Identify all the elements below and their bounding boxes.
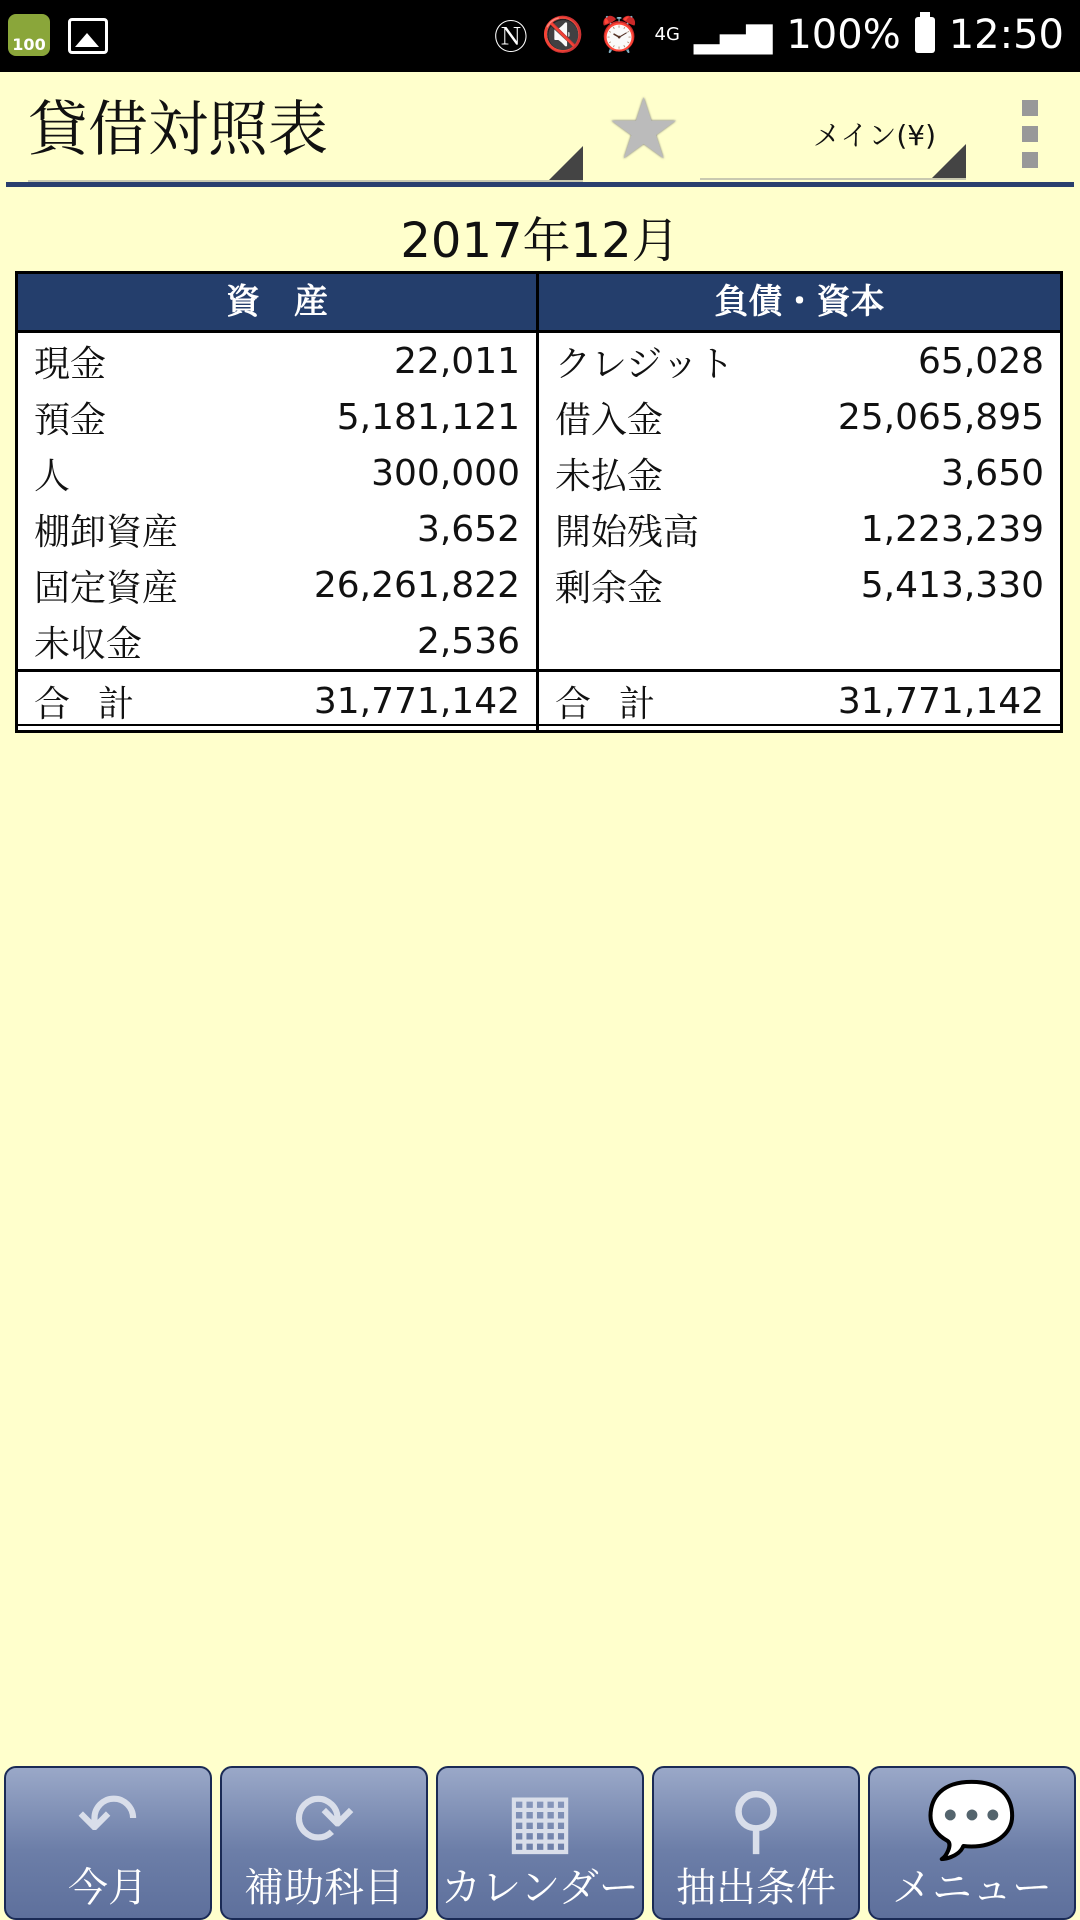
liabilities-total-cell	[539, 672, 1060, 730]
totals-row	[18, 669, 1060, 730]
liabilities-column	[539, 274, 1060, 669]
network-type: 4G	[654, 23, 680, 45]
button-label: メニュー	[892, 1865, 1052, 1911]
row-value: 5,181,121	[336, 396, 520, 438]
row-value: 22,011	[394, 340, 520, 382]
image-notification-icon	[68, 18, 108, 54]
alarm-icon: ⏰	[598, 14, 641, 55]
row-label: 現金	[34, 343, 107, 385]
row-value: 25,065,895	[837, 396, 1044, 438]
row-label: 剰余金	[555, 567, 664, 609]
row-value: 1,223,239	[860, 508, 1044, 550]
table-row[interactable]	[18, 613, 536, 669]
chat-bubble-icon: 💬	[925, 1777, 1019, 1863]
row-value: 300,000	[371, 452, 520, 494]
row-label: 開始残高	[555, 511, 700, 553]
row-label: 預金	[34, 399, 107, 441]
period-label[interactable]: 2017年12月	[400, 213, 680, 269]
table-row[interactable]	[18, 389, 536, 445]
table-row[interactable]	[539, 445, 1060, 501]
bottom-toolbar	[0, 1766, 1080, 1920]
overflow-menu-icon[interactable]	[1018, 100, 1042, 170]
android-app-icon	[8, 14, 50, 56]
row-value: 3,650	[940, 452, 1044, 494]
row-label: 借入金	[555, 399, 664, 441]
app-header	[0, 72, 1080, 184]
undo-icon: ↶	[76, 1777, 139, 1863]
button-label: カレンダー	[441, 1865, 639, 1911]
liabilities-total-value: 31,771,142	[837, 680, 1044, 722]
table-row[interactable]	[539, 333, 1060, 389]
sub-account-button[interactable]	[220, 1766, 428, 1920]
table-row[interactable]	[539, 501, 1060, 557]
signal-icon: ▂▄▆	[693, 14, 773, 55]
row-label: 未払金	[555, 455, 664, 497]
balance-sheet-table	[15, 271, 1063, 733]
favorite-star-icon[interactable]: ★	[606, 80, 682, 178]
table-double-underline	[15, 724, 1063, 726]
status-bar	[0, 0, 1080, 72]
calendar-icon: ▦	[505, 1777, 575, 1863]
account-spinner[interactable]	[700, 112, 966, 180]
row-value: 26,261,822	[313, 564, 520, 606]
row-value: 65,028	[918, 340, 1044, 382]
empty-row	[539, 613, 1060, 669]
battery-percent: 100%	[786, 11, 901, 58]
assets-header: 資 産	[18, 274, 536, 333]
menu-button[interactable]	[868, 1766, 1076, 1920]
search-icon: ⚲	[728, 1777, 784, 1863]
refresh-icon: ⟳	[292, 1777, 355, 1863]
table-row[interactable]	[18, 501, 536, 557]
row-label: クレジット	[555, 343, 735, 385]
row-label: 固定資産	[34, 567, 179, 609]
clock: 12:50	[948, 11, 1064, 58]
table-row[interactable]	[539, 557, 1060, 613]
assets-total-value: 31,771,142	[313, 680, 520, 722]
account-label: メイン(¥)	[812, 119, 936, 152]
button-label: 今月	[68, 1865, 148, 1911]
nfc-icon: Ⓝ	[493, 18, 528, 58]
total-label: 合計	[34, 683, 163, 725]
spinner-arrow-icon	[549, 146, 583, 180]
row-value: 3,652	[416, 508, 520, 550]
table-row[interactable]	[18, 333, 536, 389]
row-label: 未収金	[34, 623, 143, 665]
spinner-arrow-icon	[932, 144, 966, 178]
filter-conditions-button[interactable]	[652, 1766, 860, 1920]
button-label: 補助科目	[244, 1865, 404, 1911]
assets-total-cell	[18, 672, 539, 730]
notification-badge: 100	[12, 35, 46, 54]
liabilities-header: 負債・資本	[539, 274, 1060, 333]
row-label: 人	[34, 455, 71, 497]
header-divider	[6, 182, 1074, 187]
table-row[interactable]	[539, 389, 1060, 445]
assets-column	[18, 274, 539, 669]
battery-icon	[915, 17, 935, 53]
page-title: 貸借対照表	[28, 95, 328, 165]
row-label: 棚卸資産	[34, 511, 179, 553]
table-row[interactable]	[18, 557, 536, 613]
table-row[interactable]	[18, 445, 536, 501]
button-label: 抽出条件	[676, 1865, 836, 1911]
mute-icon: 🔇	[541, 14, 585, 55]
total-label: 合計	[555, 683, 684, 725]
this-month-button[interactable]	[4, 1766, 212, 1920]
report-type-spinner[interactable]	[28, 88, 583, 182]
calendar-button[interactable]	[436, 1766, 644, 1920]
row-value: 5,413,330	[860, 564, 1044, 606]
row-value: 2,536	[416, 620, 520, 662]
